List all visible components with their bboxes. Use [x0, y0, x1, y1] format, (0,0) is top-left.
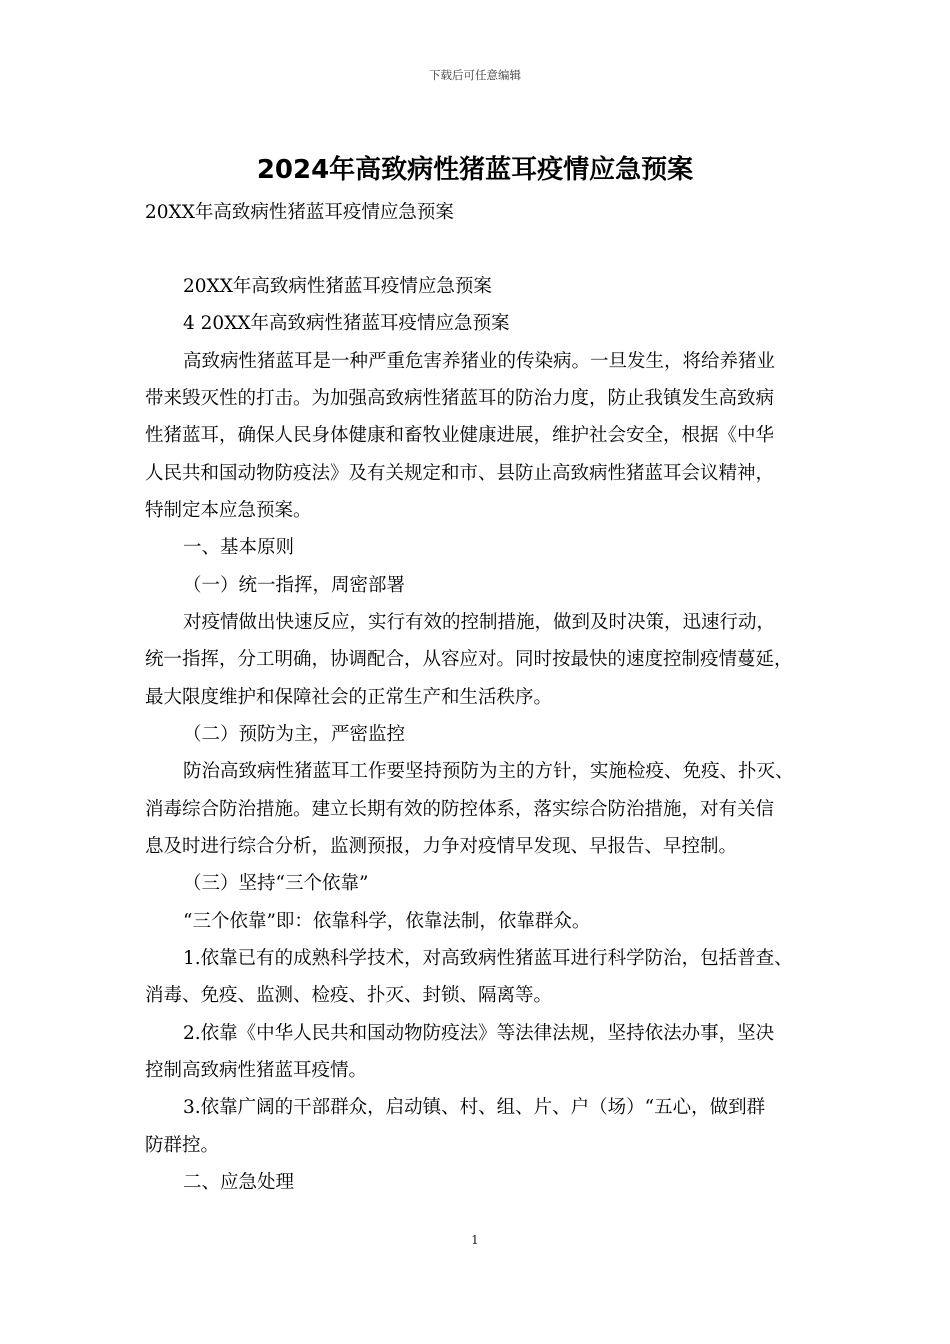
section-heading	[145, 1164, 835, 1201]
paragraph-line: “三个依靠”即：依靠科学，依靠法制，依靠群众。	[183, 910, 591, 932]
page-number: 1	[471, 1233, 479, 1247]
paragraph	[145, 305, 835, 342]
paragraph-line: 带来毁灭性的打击。为加强高致病性猪蓝耳的防治力度，防止我镇发生高致病	[145, 387, 775, 409]
section-heading-text: 一、基本原则	[183, 537, 295, 559]
paragraph-line: 2.依靠《中华人民共和国动物防疫法》等法律法规，坚持依法办事，坚决	[183, 1022, 775, 1044]
paragraph-line: 1.依靠已有的成熟科学技术，对高致病性猪蓝耳进行科学防治，包括普查、	[183, 947, 793, 969]
document-subtitle: 20XX年高致病性猪蓝耳疫情应急预案	[145, 202, 454, 223]
paragraph-line: 统一指挥，分工明确，协调配合，从容应对。同时按最快的速度控制疫情蔓延，	[145, 649, 793, 671]
paragraph-line: 4 20XX年高致病性猪蓝耳疫情应急预案	[183, 313, 510, 335]
paragraph-line: 消毒综合防治措施。建立长期有效的防控体系，落实综合防治措施，对有关信	[145, 798, 775, 820]
paragraph-line: 防治高致病性猪蓝耳工作要坚持预防为主的方针，实施检疫、免疫、扑灭、	[183, 761, 794, 783]
list-item	[145, 1089, 835, 1164]
subsection-heading-text: （一）统一指挥，周密部署	[183, 574, 406, 596]
paragraph	[145, 753, 835, 865]
paragraph-line: 特制定本应急预案。	[145, 499, 312, 521]
document-title: 2024年高致病性猪蓝耳疫情应急预案	[256, 155, 694, 185]
list-item	[145, 940, 835, 1015]
paragraph-line: 最大限度维护和保障社会的正常生产和生活秩序。	[145, 686, 553, 708]
paragraph	[145, 268, 835, 305]
subsection-heading-text: （二）预防为主，严密监控	[183, 723, 406, 745]
section-heading-text: 二、应急处理	[183, 1171, 295, 1193]
subsection-heading	[145, 567, 835, 604]
paragraph-line: 控制高致病性猪蓝耳疫情。	[145, 1059, 368, 1081]
paragraph	[145, 343, 835, 530]
paragraph	[145, 604, 835, 716]
paragraph-line: 防群控。	[145, 1134, 220, 1156]
paragraph-line: 消毒、免疫、监测、检疫、扑灭、封锁、隔离等。	[145, 985, 553, 1007]
header-note: 下载后可任意编辑	[429, 68, 521, 82]
paragraph-line: 性猪蓝耳，确保人民身体健康和畜牧业健康进展，维护社会安全，根据《中华	[145, 425, 775, 447]
list-item	[145, 1015, 835, 1090]
paragraph-line: 20XX年高致病性猪蓝耳疫情应急预案	[183, 276, 492, 297]
subsection-heading-text: （三）坚持“三个依靠”	[183, 873, 369, 895]
paragraph-line: 3.依靠广阔的干部群众，启动镇、村、组、片、户（场）“五心，做到群	[183, 1097, 766, 1119]
paragraph-line: 高致病性猪蓝耳是一种严重危害养猪业的传染病。一旦发生，将给养猪业	[183, 350, 776, 372]
paragraph	[145, 903, 835, 940]
subsection-heading	[145, 716, 835, 753]
document-body	[145, 268, 835, 1201]
section-heading	[145, 529, 835, 566]
subsection-heading	[145, 865, 835, 902]
paragraph-line: 息及时进行综合分析，监测预报，力争对疫情早发现、早报告、早控制。	[145, 835, 738, 857]
paragraph-line: 人民共和国动物防疫法》及有关规定和市、县防止高致病性猪蓝耳会议精神，	[145, 462, 775, 484]
paragraph-line: 对疫情做出快速反应，实行有效的控制措施，做到及时决策，迅速行动，	[183, 611, 776, 633]
